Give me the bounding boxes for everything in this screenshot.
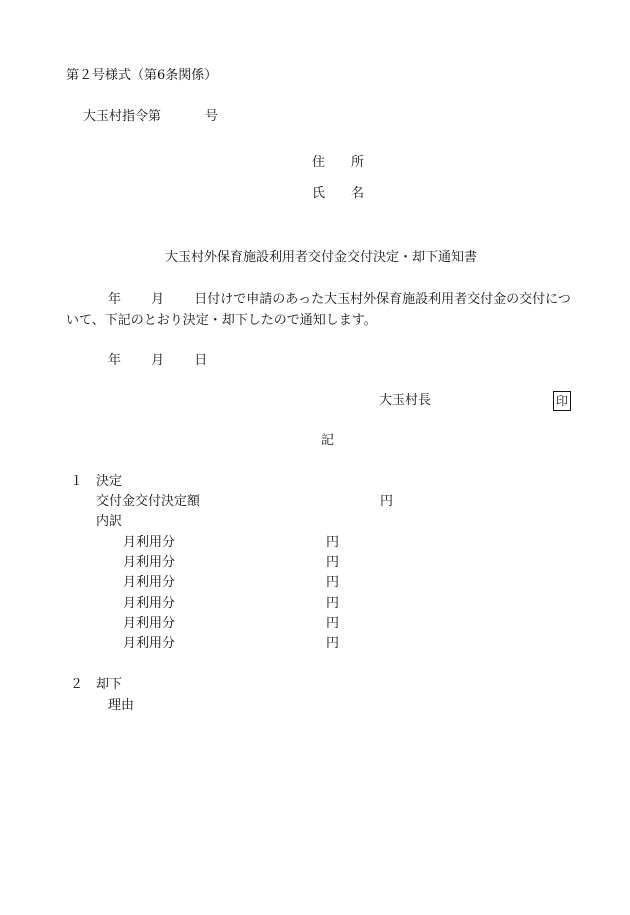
section1-heading: 決定 xyxy=(96,474,123,489)
breakdown-row-unit: 円 xyxy=(326,575,340,590)
breakdown-row-label: 月利用分 xyxy=(123,555,176,570)
name-label: 氏 名 xyxy=(312,186,365,201)
breakdown-row-label: 月利用分 xyxy=(123,575,176,590)
issue-date: 年 月 日 xyxy=(108,353,208,368)
seal-mark: 印 xyxy=(553,391,571,411)
breakdown-row-unit: 円 xyxy=(326,596,340,611)
breakdown-label: 内訳 xyxy=(96,514,123,529)
amount-label: 交付金交付決定額 xyxy=(96,494,201,509)
breakdown-row-label: 月利用分 xyxy=(123,535,176,550)
document-title: 大玉村外保育施設利用者交付金交付決定・却下通知書 xyxy=(165,250,478,265)
breakdown-row-unit: 円 xyxy=(326,636,340,651)
breakdown-row-unit: 円 xyxy=(326,616,340,631)
amount-unit: 円 xyxy=(380,494,394,509)
issuer-title: 大玉村長 xyxy=(379,393,432,408)
form-number: 第２号様式（第6条関係） xyxy=(66,68,218,83)
breakdown-row-unit: 円 xyxy=(326,535,340,550)
breakdown-row-label: 月利用分 xyxy=(123,616,176,631)
breakdown-row-label: 月利用分 xyxy=(123,596,176,611)
section2-heading: 却下 xyxy=(96,677,123,692)
directive-prefix: 大玉村指令第 xyxy=(83,109,162,124)
breakdown-row-label: 月利用分 xyxy=(123,636,176,651)
body-line-2: いて、下記のとおり決定・却下したので通知します。 xyxy=(66,313,377,328)
address-label: 住 所 xyxy=(312,155,365,170)
reason-label: 理由 xyxy=(108,698,135,713)
directive-suffix: 号 xyxy=(205,109,219,124)
ki-label: 記 xyxy=(321,433,335,448)
section2-number: ２ xyxy=(70,677,84,692)
breakdown-row-unit: 円 xyxy=(326,555,340,570)
section1-number: １ xyxy=(70,474,84,489)
body-line-1: 年 月 日付けで申請のあった大玉村外保育施設利用者交付金の交付につ xyxy=(108,292,571,307)
